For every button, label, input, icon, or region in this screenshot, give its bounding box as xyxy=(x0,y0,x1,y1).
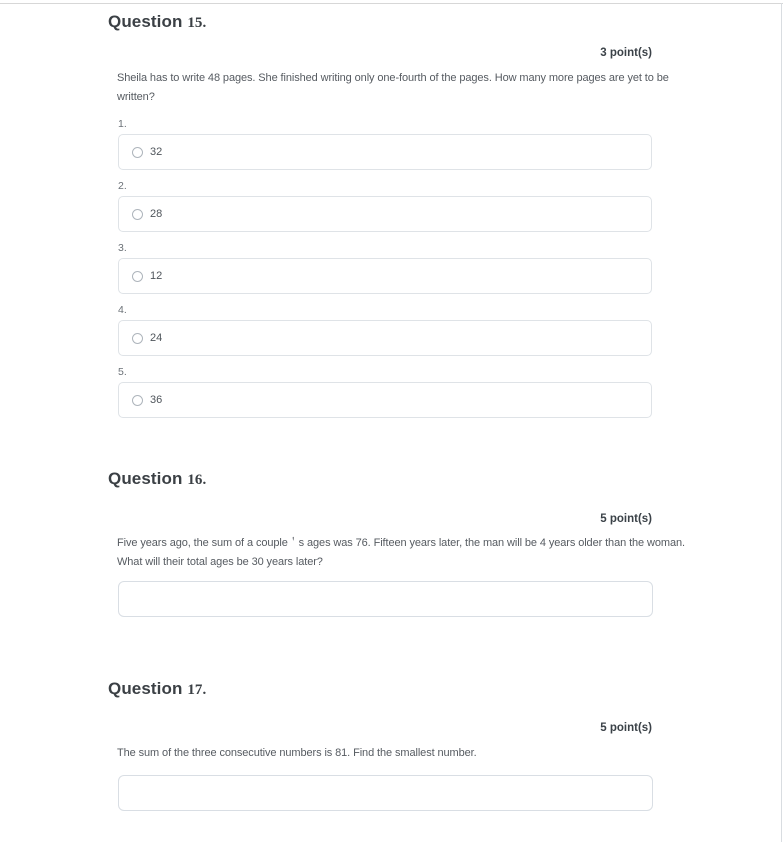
option-label: 28 xyxy=(150,208,163,220)
option-label: 24 xyxy=(150,332,163,344)
radio-icon[interactable] xyxy=(132,333,143,344)
option-index-1: 1. xyxy=(118,118,127,130)
option-label: 32 xyxy=(150,146,163,158)
radio-icon[interactable] xyxy=(132,209,143,220)
question-word: Question xyxy=(108,679,183,698)
question-17-points: 5 point(s) xyxy=(600,722,652,734)
question-16-title xyxy=(108,469,206,490)
option-label: 36 xyxy=(150,394,163,406)
answer-option-5[interactable] xyxy=(118,382,652,418)
question-17-answer-input[interactable] xyxy=(118,775,653,811)
question-16-answer-input[interactable] xyxy=(118,581,653,617)
question-15-points: 3 point(s) xyxy=(600,47,652,59)
question-text-line: Sheila has to write 48 pages. She finished writing only one-fourth of the pages. How many more pages are yet to be xyxy=(117,72,669,84)
option-index-4: 4. xyxy=(118,304,127,316)
answer-option-3[interactable] xyxy=(118,258,652,294)
answer-option-2[interactable] xyxy=(118,196,652,232)
option-index-3: 3. xyxy=(118,242,127,254)
question-16-text xyxy=(117,534,685,572)
question-text-line: Five years ago, the sum of a couple＇s ages was 76. Fifteen years later, the man will be 4 years older than the woman. xyxy=(117,537,685,549)
question-text-line: written? xyxy=(117,91,155,103)
option-index-2: 2. xyxy=(118,180,127,192)
question-15-title xyxy=(108,12,206,33)
question-word: Question xyxy=(108,12,183,31)
page-top-border xyxy=(0,3,783,4)
question-16-points: 5 point(s) xyxy=(600,513,652,525)
radio-icon[interactable] xyxy=(132,147,143,158)
question-text-line: The sum of the three consecutive numbers is 81. Find the smallest number. xyxy=(117,747,477,759)
answer-option-1[interactable] xyxy=(118,134,652,170)
question-number: 15. xyxy=(187,15,207,31)
radio-icon[interactable] xyxy=(132,271,143,282)
question-word: Question xyxy=(108,469,183,488)
option-label: 12 xyxy=(150,270,163,282)
question-15-text xyxy=(117,69,667,107)
question-number: 17. xyxy=(187,682,207,698)
answer-option-4[interactable] xyxy=(118,320,652,356)
option-index-5: 5. xyxy=(118,366,127,378)
radio-icon[interactable] xyxy=(132,395,143,406)
question-number: 16. xyxy=(187,472,207,488)
question-text-line: What will their total ages be 30 years later? xyxy=(117,556,323,568)
question-17-text xyxy=(117,744,667,763)
page-right-border xyxy=(781,3,782,842)
question-17-title xyxy=(108,679,206,700)
